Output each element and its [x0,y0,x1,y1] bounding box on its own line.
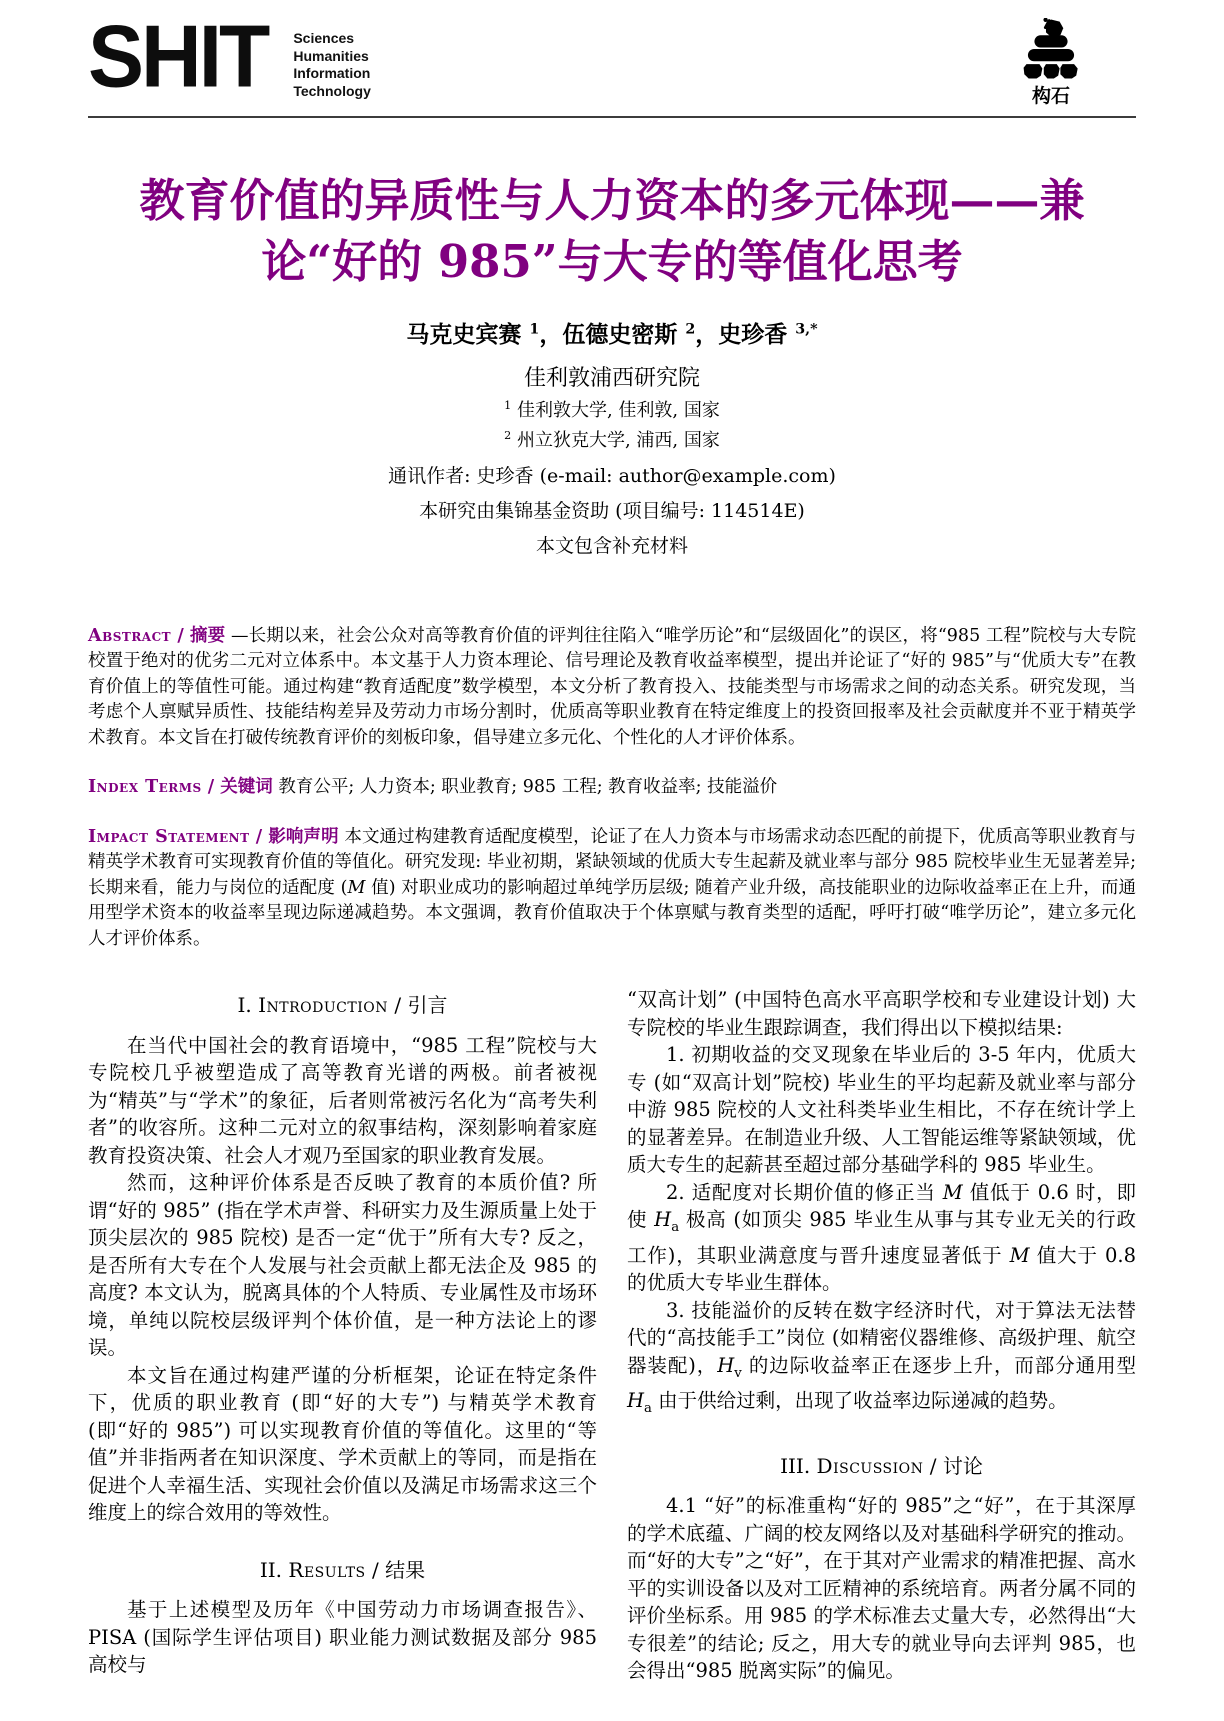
corresponding-author-line: 通讯作者: 史珍香 (e-mail: author@example.com) [388,464,836,487]
masthead-divider [88,116,1136,118]
abstract-block [88,624,1136,752]
section-title-en: Introduction [258,993,388,1018]
impact-text: 本文通过构建教育适配度模型，论证了在人力资本与市场需求动态匹配的前提下，优质高等职业教育与精英学术教育可实现教育价值的等值化。研究发现: 毕业初期，紧缺领域的优质大专生起薪及就业率与部分 985 院校毕业生无显著差异; 长期来看，能力与岗位的适配度 (M 值) 对职业成功的影响超过单纯学历层级; 随着产业升级，高技能职业的边际收益率正在上升，而通用型学术资本的收益率呈现边际递减趋势。本文强调，教育价值取决于个体禀赋与教育类型的适配，呼吁打破“唯学历论”，建立多元化人才评价体系。 [88,826,1136,949]
supplement-note: 本文包含补充材料 [535,534,688,557]
author-block [88,318,1136,558]
author-names: 马克史宾赛 $^1$，伍德史密斯 $^2$，史珍香 $^{3,*}$ [406,321,818,349]
paper-title-line-2: 论“好的 985”与大专的等值化思考 [261,235,963,289]
impact-label-sep: / [249,826,269,847]
intro-paragraph-2: 然而，这种评价体系是否反映了教育的本质价值? 所谓“好的 985” (指在学术声誉、科研实力及生源质量上处于顶尖层次的 985 院校) 是否一定“优于”所有大专? 反之，是否所有大专在个人发展与社会贡献上都无法企及 985 的高度? 本文认为，脱离具体的个人特质、专业属性及市场环境，单纯以院校层级评判个体价值，是一种方法论上的谬误。 [88,1171,597,1360]
section-title-en: Discussion [816,1453,924,1478]
results-item-2: 2. 适配度对长期价值的修正当 M 值低于 0.6 时，即使 $H_a$ 极高 (如顶尖 985 毕业生从事与其专业无关的行政工作)，其职业满意度与晋升速度显著低于 M 值大于 0.8 的优质大专毕业生群体。 [627,1180,1137,1295]
intro-paragraph-3: 本文旨在通过构建严谨的分析框架，论证在特定条件下，优质的职业教育 (即“好的大专”) 与精英学术教育 (即“好的 985”) 可以实现教育价值的等值化。这里的“等值”并非指两者在知识深度、学术贡献上的等同，而是指在促进个人幸福生活、实现社会价值以及满足市场需求这三个维度上的综合效用的等效性。 [88,1363,597,1525]
section-title-zh: 结果 [385,1557,426,1582]
section-heading-discussion [627,1453,1136,1481]
section-number: I. [237,993,259,1018]
paper-title-line-1: 教育价值的异质性与人力资本的多元体现——兼 [139,174,1085,227]
index-terms-label-zh: 关键词 [220,777,273,798]
paper-title [88,170,1136,292]
results-item-1: 1. 初期收益的交叉现象在毕业后的 3-5 年内，优质大专 (如“双高计划”院校) 毕业生的平均起薪及就业率与部分中游 985 院校的人文社科类毕业生相比，不存在统计学上的显著差异。在制造业升级、人工智能运维等紧缺领域，优质大专生的起薪甚至超过部分基础学科的 985 毕业生。 [627,1043,1136,1177]
publisher-badge [1014,18,1088,108]
journal-masthead [88,6,1136,110]
index-terms-label-sep: / [201,777,221,798]
logo-subtitle-line: Sciences [293,30,355,46]
results-paragraph-1: 基于上述模型及历年《中国劳动力市场调查报告》、PISA (国际学生评估项目) 职业能力测试数据及部分 985 高校与 [88,1598,597,1677]
abstract-label-sep: / [171,625,190,646]
abstract-text: —长期以来，社会公众对高等教育价值的评判往往陷入“唯学历论”和“层级固化”的误区，将“985 工程”院校与大专院校置于绝对的优劣二元对立体系中。本文基于人力资本理论、信号理论及教育收益率模型，提出并论证了“好的 985”与“优质大专”在教育价值上的等值性可能。通过构建“教育适配度”数学模型，本文分析了教育投入、技能类型与市场需求之间的动态关系。研究发现，当考虑个人禀赋异质性、技能结构差异及劳动力市场分割时，优质高等职业教育在特定维度上的投资回报率及社会贡献度并不亚于精英学术教育。本文旨在打破传统教育评价的刻板印象，倡导建立多元化、个性化的人才评价体系。 [88,625,1137,748]
section-title-en: Results [288,1557,366,1582]
section-number: III. [780,1453,817,1478]
abstract-label-en: Abstract [88,625,172,646]
stone-cairn-icon [1014,18,1088,80]
section-title-sep: / [923,1453,943,1478]
results-paragraph-continued: “双高计划” (中国特色高水平高职学校和专业建设计划) 大专院校的毕业生跟踪调查，我们得出以下模拟结果: [627,988,1136,1039]
primary-affiliation: 佳利敦浦西研究院 [523,365,700,391]
section-title-sep: / [388,993,408,1018]
journal-logo [88,6,371,106]
publisher-badge-label: 构石 [1031,86,1070,107]
section-heading-results [88,1557,597,1585]
logo-subtitle-line: Technology [293,82,371,99]
index-terms-block [88,775,1136,801]
logo-subtitle-line: Humanities [293,47,369,64]
affiliation-note-1: $^1$ 佳利敦大学, 佳利敦, 国家 [504,398,720,421]
journal-logo-subtitle [293,30,371,100]
discussion-paragraph-1: 4.1 “好”的标准重构“好的 985”之“好”，在于其深厚的学术底蕴、广阔的校友网络以及对基础科学研究的推动。而“好的大专”之“好”，在于其对产业需求的精准把握、高水平的实训设备以及对工匠精神的系统培育。两者分属不同的评价坐标系。用 985 的学术标准去丈量大专，必然得出“大专很差”的结论; 反之，用大专的就业导向去评判 985，也会得出“985 脱离实际”的偏见。 [627,1494,1136,1683]
body-columns [88,986,1136,1684]
right-column [627,986,1136,1684]
section-title-sep: / [365,1557,386,1582]
affiliation-note-2: $^2$ 州立狄克大学, 浦西, 国家 [504,429,720,452]
left-column [88,986,597,1684]
abstract-label-zh: 摘要 [189,625,226,646]
section-title-zh: 引言 [407,993,448,1018]
section-number: II. [259,1557,289,1582]
index-terms-label-en: Index Terms [88,777,202,798]
logo-subtitle-line: Information [293,65,371,81]
impact-label-zh: 影响声明 [268,826,339,847]
impact-statement-block [88,825,1136,953]
impact-label-en: Impact Statement [88,826,250,847]
funding-line: 本研究由集锦基金资助 (项目编号: 114514E) [419,499,805,522]
section-heading-introduction [88,992,597,1020]
results-item-3: 3. 技能溢价的反转在数字经济时代，对于算法无法替代的“高技能手工”岗位 (如精密仪器维修、高级护理、航空器装配)，$H_v$ 的边际收益率正在逐步上升，而部分通用型 $H_a$ 由于供给过剩，出现了收益率边际递减的趋势。 [627,1298,1137,1417]
index-terms-text: 教育公平; 人力资本; 职业教育; 985 工程; 教育收益率; 技能溢价 [278,777,778,798]
section-title-zh: 讨论 [942,1453,983,1478]
intro-paragraph-1: 在当代中国社会的教育语境中，“985 工程”院校与大专院校几乎被塑造成了高等教育光谱的两极。前者被视为“精英”与“学术”的象征，后者则常被污名化为“高考失利者”的收容所。这种二元对立的叙事结构，深刻影响着家庭教育投资决策、社会人才观乃至国家的职业教育发展。 [88,1033,597,1167]
journal-logo-wordmark: SHIT [88,6,268,106]
